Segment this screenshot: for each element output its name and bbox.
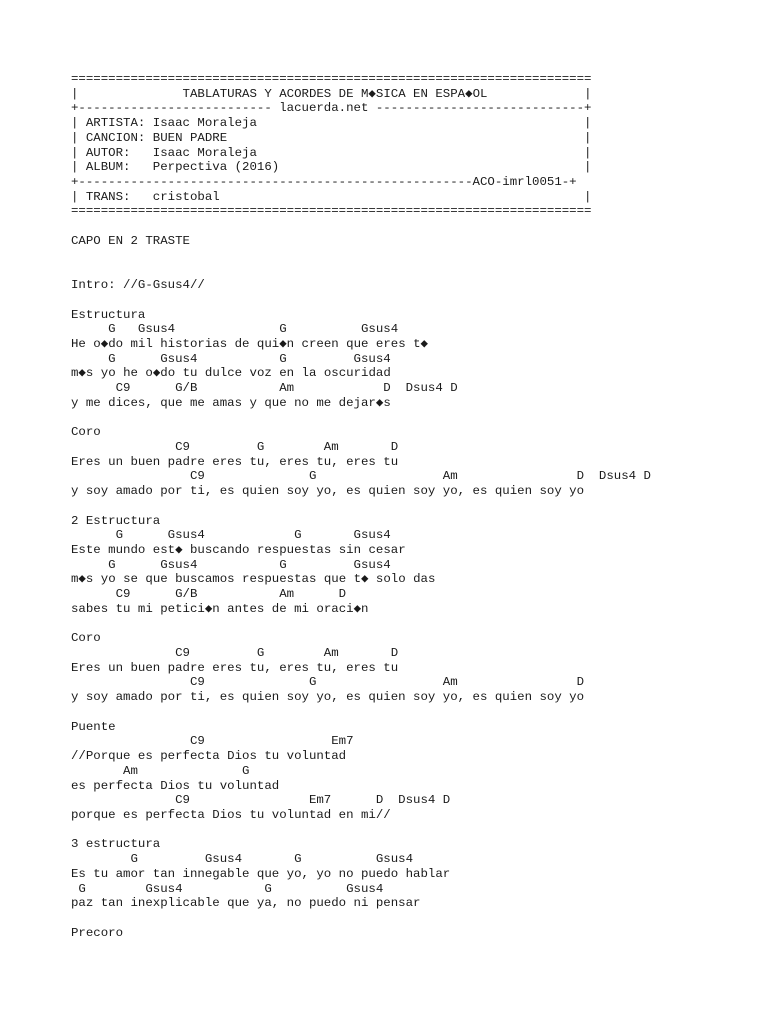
- lyric-line: Este mundo est◆ buscando respuestas sin cesar: [71, 543, 406, 557]
- chord-line: C9 G Am D: [71, 646, 399, 661]
- lyric-line: m◆s yo he o◆do tu dulce voz en la oscuridad: [71, 366, 391, 381]
- blank-line: [71, 705, 761, 720]
- blank-line: [71, 411, 761, 426]
- lyric-line: paz tan inexplicable que ya, no puedo ni pensar: [71, 896, 421, 911]
- lyric-line: He o◆do mil historias de qui◆n creen que eres t◆: [71, 336, 428, 351]
- section-heading: Coro: [71, 631, 101, 646]
- chord-line: G Gsus4 G Gsus4: [71, 557, 391, 572]
- lyric-line: m◆s yo se que buscamos respuestas que t◆ solo das: [71, 572, 436, 587]
- section-heading: Estructura: [71, 307, 146, 322]
- lyric-line: y me dices, que me amas y que no me dejar◆s: [71, 395, 391, 410]
- section-heading: Precoro: [71, 925, 124, 940]
- chord-line: Am G: [71, 763, 250, 778]
- header-album: | ALBUM: Perpectiva (2016) |: [71, 160, 592, 175]
- lyric-line: sabes tu mi petici◆n antes de mi oraci◆n: [71, 601, 369, 616]
- lyric-line: es perfecta Dios tu voluntad: [71, 778, 280, 793]
- blank-line: [71, 219, 761, 234]
- blank-line: [71, 249, 761, 264]
- blank-line: [71, 911, 761, 926]
- header-song: | CANCION: BUEN PADRE |: [71, 130, 592, 145]
- lyric-line: porque es perfecta Dios tu voluntad en mi//: [71, 807, 391, 822]
- section-heading: Coro: [71, 425, 101, 440]
- chord-line: G Gsus4 G Gsus4: [71, 881, 384, 896]
- chord-line: G Gsus4 G Gsus4: [71, 852, 414, 867]
- chord-line: C9 G/B Am D Dsus4 D: [71, 381, 458, 396]
- intro-line: Intro: //G-Gsus4//: [71, 278, 205, 293]
- blank-line: [71, 499, 761, 514]
- chord-line: C9 G/B Am D: [71, 587, 347, 602]
- section-heading: 3 estructura: [71, 837, 161, 852]
- blank-line: [71, 263, 761, 278]
- blank-line: [71, 293, 761, 308]
- header-transcriber: | TRANS: cristobal |: [71, 189, 592, 204]
- lyric-line: //Porque es perfecta Dios tu voluntad: [71, 749, 347, 764]
- lyric-line: y soy amado por ti, es quien soy yo, es quien soy yo, es quien soy yo: [71, 690, 585, 705]
- capo-note: CAPO EN 2 TRASTE: [71, 233, 190, 248]
- header-site-line: +-------------------------- lacuerda.net ----------------------------+: [71, 101, 592, 116]
- header-border-bottom: ======================================================================: [71, 204, 592, 219]
- chord-line: G Gsus4 G Gsus4: [71, 322, 399, 337]
- chord-line: G Gsus4 G Gsus4: [71, 351, 391, 366]
- chord-line: C9 G Am D: [71, 439, 399, 454]
- chord-line: C9 Em7 D Dsus4 D: [71, 793, 451, 808]
- song-tablature-document: [71, 72, 761, 940]
- lyric-line: Eres un buen padre eres tu, eres tu, eres tu: [71, 454, 399, 469]
- header-title: | TABLATURAS Y ACORDES DE M◆SICA EN ESPA◆OL |: [71, 86, 592, 101]
- chord-line: C9 G Am D: [71, 675, 585, 690]
- lyric-line: y soy amado por ti, es quien soy yo, es quien soy yo, es quien soy yo: [71, 484, 585, 499]
- section-heading: 2 Estructura: [71, 513, 161, 528]
- header-author: | AUTOR: Isaac Moraleja |: [71, 145, 592, 160]
- section-heading: Puente: [71, 719, 116, 734]
- chord-line: C9 Em7: [71, 734, 354, 749]
- chord-line: C9 G Am D Dsus4 D: [71, 469, 651, 484]
- lyric-line: Es tu amor tan innegable que yo, yo no puedo hablar: [71, 866, 451, 881]
- blank-line: [71, 823, 761, 838]
- chord-line: G Gsus4 G Gsus4: [71, 528, 391, 543]
- blank-line: [71, 617, 761, 632]
- header-border-top: ======================================================================: [71, 72, 592, 86]
- lyric-line: Eres un buen padre eres tu, eres tu, eres tu: [71, 660, 399, 675]
- header-code-line: +-----------------------------------------------------ACO-imrl0051-+: [71, 175, 577, 190]
- header-artist: | ARTISTA: Isaac Moraleja |: [71, 116, 592, 131]
